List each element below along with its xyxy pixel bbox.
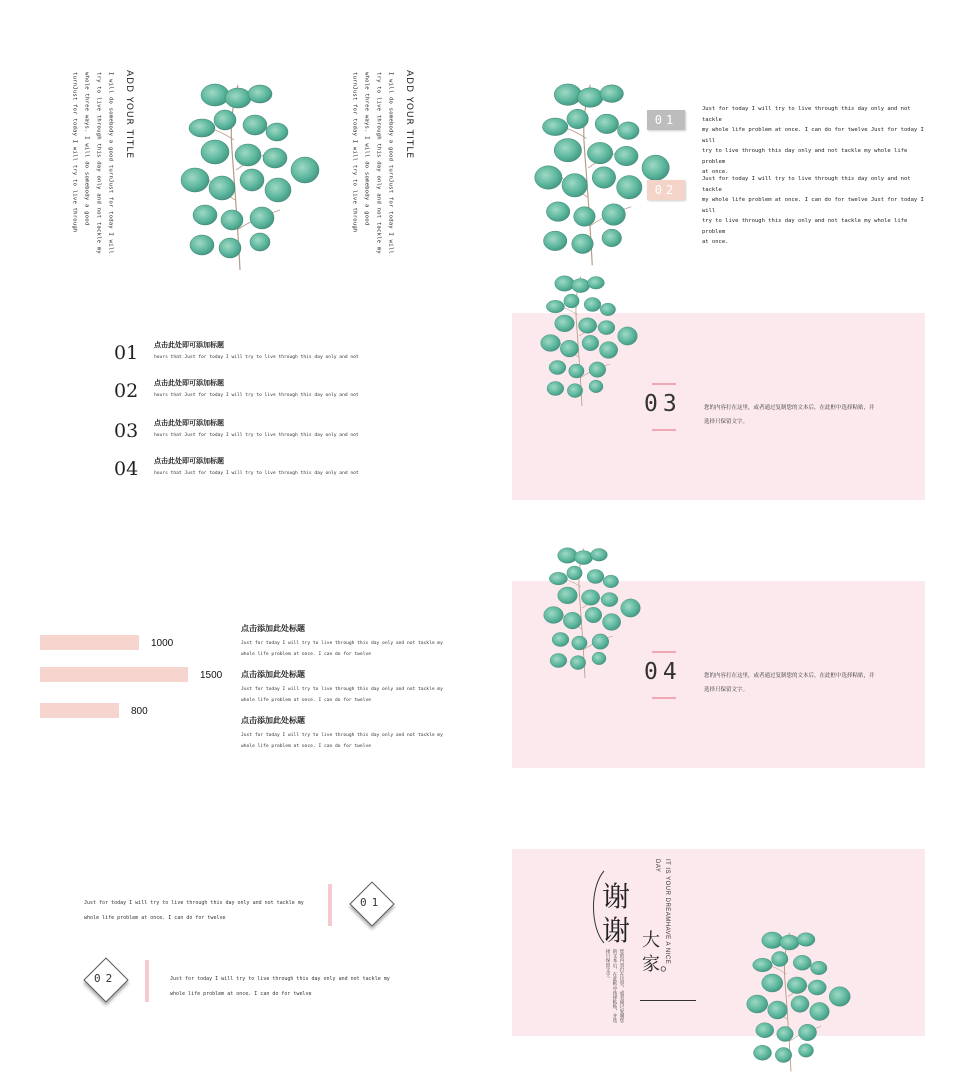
bar-value-label: 1000 [151, 638, 174, 649]
slide-1 [40, 60, 440, 280]
section-number: 03 [644, 391, 682, 417]
item: 点击添加此处标题 Just for today I will try to live through this day only and not tackle my whole life problem at once. I can do for twelve [241, 623, 443, 657]
slide1-right-line-2: try to live through this day only and not tackle my [375, 72, 382, 254]
slide1-left-line-4: turnJust for today I will try to live through [71, 72, 78, 233]
bar-chart [40, 635, 240, 735]
bar-value-label: 1500 [200, 670, 223, 681]
slide-5 [40, 615, 460, 765]
number-top-line [652, 383, 676, 385]
accent-bar [145, 960, 149, 1002]
thanks-suffix: 大家。 [642, 930, 678, 975]
section-number: 04 [644, 659, 682, 685]
item-title: 点击此处即可添加标题 [154, 456, 224, 465]
item-number: 01 [114, 342, 139, 364]
item-number: 03 [114, 420, 139, 442]
number-bottom-line [652, 697, 676, 699]
badge-02: 02 [647, 180, 685, 200]
item-number: 04 [114, 458, 139, 480]
item-text: hours that Just for today I will try to live through this day only and not [154, 393, 359, 398]
number-bottom-line [652, 429, 676, 431]
slide-8 [512, 849, 925, 1036]
item-title: 点击此处即可添加标题 [154, 340, 224, 349]
slide1-right-line-1: I will do somebody a good turnJust for today I will [387, 72, 394, 254]
slide-4 [512, 313, 925, 500]
item-text: hours that Just for today I will try to live through this day only and not [154, 471, 359, 476]
slide-7 [70, 870, 430, 1020]
diamond-01-label: 01 [360, 896, 384, 909]
thanks-char-1: 谢 [602, 880, 631, 913]
bar [40, 703, 119, 718]
bar [40, 667, 188, 682]
item-01-text: Just for today I will try to live through this day only and not tackle my whole life problem at once. I can do for twelve [84, 900, 304, 921]
item: 点击添加此处标题 Just for today I will try to live through this day only and not tackle my whole life problem at once. I can do for twelve [241, 715, 443, 749]
bar-value-label: 800 [131, 706, 148, 717]
slide1-right-line-4: turnJust for today I will try to live through [351, 72, 358, 233]
item-text: hours that Just for today I will try to live through this day only and not [154, 433, 359, 438]
item-title: 点击此处即可添加标题 [154, 418, 224, 427]
item-title: 点击添加此处标题 [241, 669, 305, 679]
thanks-char-2: 谢 [602, 914, 631, 947]
diamond-02-label: 02 [94, 972, 118, 985]
vertical-chinese: 您的内容打在这里，或者通过复制您 的文本后，在此框中选择粘贴，并选 择只保留文字。 [605, 949, 624, 1023]
item-title: 点击此处即可添加标题 [154, 378, 224, 387]
badge-01-text: Just for today I will try to live through this day only and not tackle my whole life problem at once. I can do for twelve Just for today I will try to live through this day only and not tackle my whole life problem at once. [702, 106, 924, 175]
section-text: 您的内容打在这里，或者通过复制您的文本后，在此框中选择粘贴，并 选择只保留文字。 [704, 405, 875, 425]
eucalyptus-illustration [527, 545, 657, 685]
eucalyptus-illustration [736, 929, 861, 1079]
vertical-english: IT IS YOUR DREAMHAVE A NICE DAY [654, 859, 670, 965]
number-top-line [652, 651, 676, 653]
slide-3 [100, 330, 420, 490]
slide1-left-line-2: try to live through this day only and not tackle my [95, 72, 102, 254]
bar [40, 635, 139, 650]
underline [640, 1000, 696, 1001]
item-number: 02 [114, 380, 139, 402]
slide1-left-line-3: whole three ways. I will do somebody a good [83, 72, 90, 226]
section-text: 您的内容打在这里，或者通过复制您的文本后，在此框中选择粘贴，并 选择只保留文字。 [704, 673, 875, 693]
slide1-left-title: ADD YOUR TITLE [124, 70, 134, 160]
accent-bar [328, 884, 332, 926]
eucalyptus-illustration [165, 80, 335, 280]
item-title: 点击添加此处标题 [241, 623, 305, 633]
badge-02-text: Just for today I will try to live through this day only and not tackle my whole life problem at once. I can do for twelve Just for today I will try to live through this day only and not tackle my whole life problem at once. [702, 176, 924, 245]
item-text: hours that Just for today I will try to live through this day only and not [154, 355, 359, 360]
slide1-right-title: ADD YOUR TITLE [404, 70, 414, 160]
item-02-text: Just for today I will try to live through this day only and not tackle my whole life problem at once. I can do for twelve [170, 976, 390, 997]
slide1-left-line-1: I will do somebody a good turnJust for today I will [107, 72, 114, 254]
item-title: 点击添加此处标题 [241, 715, 305, 725]
eucalyptus-illustration [524, 273, 654, 413]
slide-2 [512, 60, 932, 280]
item: 点击添加此处标题 Just for today I will try to live through this day only and not tackle my whole life problem at once. I can do for twelve [241, 669, 443, 703]
badge-01: 01 [647, 110, 685, 130]
slide1-right-line-3: whole three ways. I will do somebody a good [363, 72, 370, 226]
slide-6 [512, 581, 925, 768]
